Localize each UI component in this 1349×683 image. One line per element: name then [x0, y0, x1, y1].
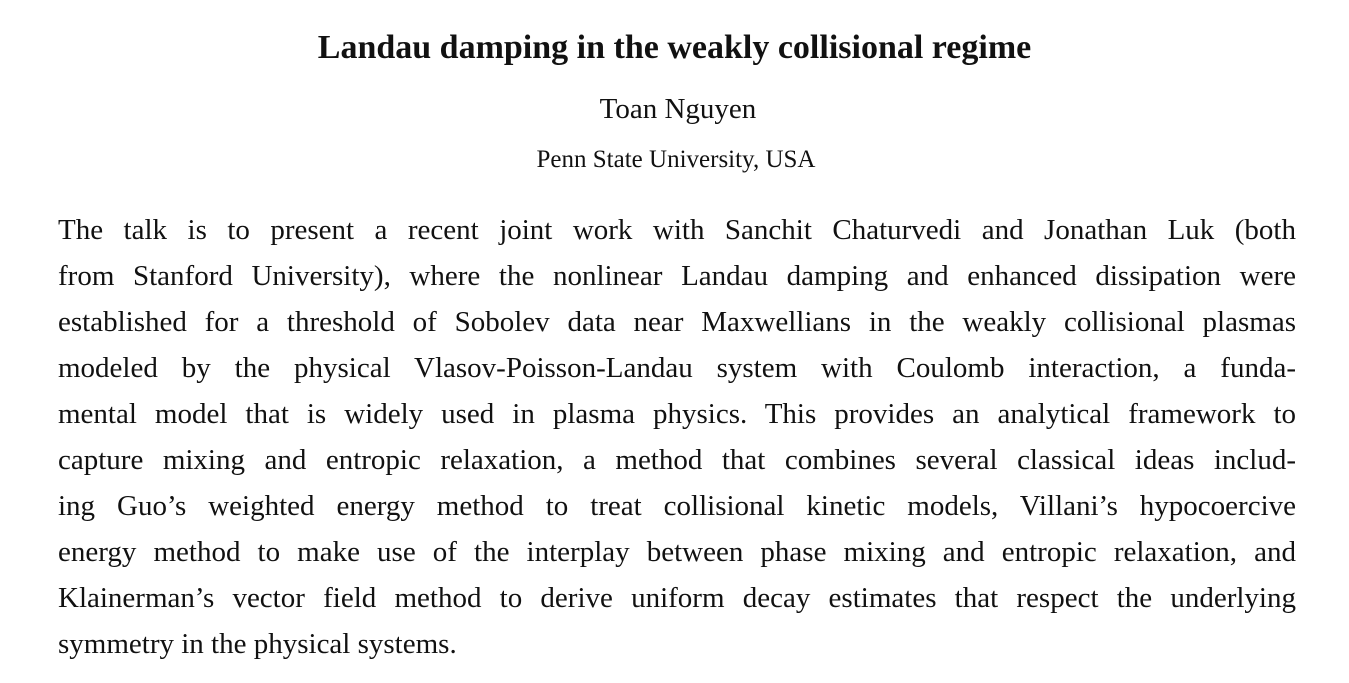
author-name: Toan Nguyen	[599, 93, 757, 125]
abstract-line: modeled by the physical Vlasov-Poisson-Landau system with Coulomb interaction, a funda-	[58, 352, 1296, 384]
author-affiliation: Penn State University, USA	[536, 146, 816, 173]
paper-title: Landau damping in the weakly collisional regime	[317, 29, 1032, 66]
abstract-line: Klainerman’s vector field method to derive uniform decay estimates that respect the underlying	[58, 582, 1296, 614]
abstract-line: symmetry in the physical systems.	[58, 628, 457, 660]
abstract-line: capture mixing and entropic relaxation, a method that combines several classical ideas includ-	[58, 444, 1296, 476]
abstract-line: mental model that is widely used in plasma physics. This provides an analytical framework to	[58, 398, 1296, 430]
abstract-line: from Stanford University), where the nonlinear Landau damping and enhanced dissipation were	[58, 260, 1296, 292]
abstract-paragraph	[58, 207, 1296, 667]
abstract-line: established for a threshold of Sobolev data near Maxwellians in the weakly collisional plasmas	[58, 306, 1296, 338]
abstract-line: energy method to make use of the interplay between phase mixing and entropic relaxation, and	[58, 536, 1296, 568]
abstract-line: The talk is to present a recent joint work with Sanchit Chaturvedi and Jonathan Luk (both	[58, 214, 1296, 246]
abstract-line: ing Guo’s weighted energy method to treat collisional kinetic models, Villani’s hypocoercive	[58, 490, 1296, 522]
